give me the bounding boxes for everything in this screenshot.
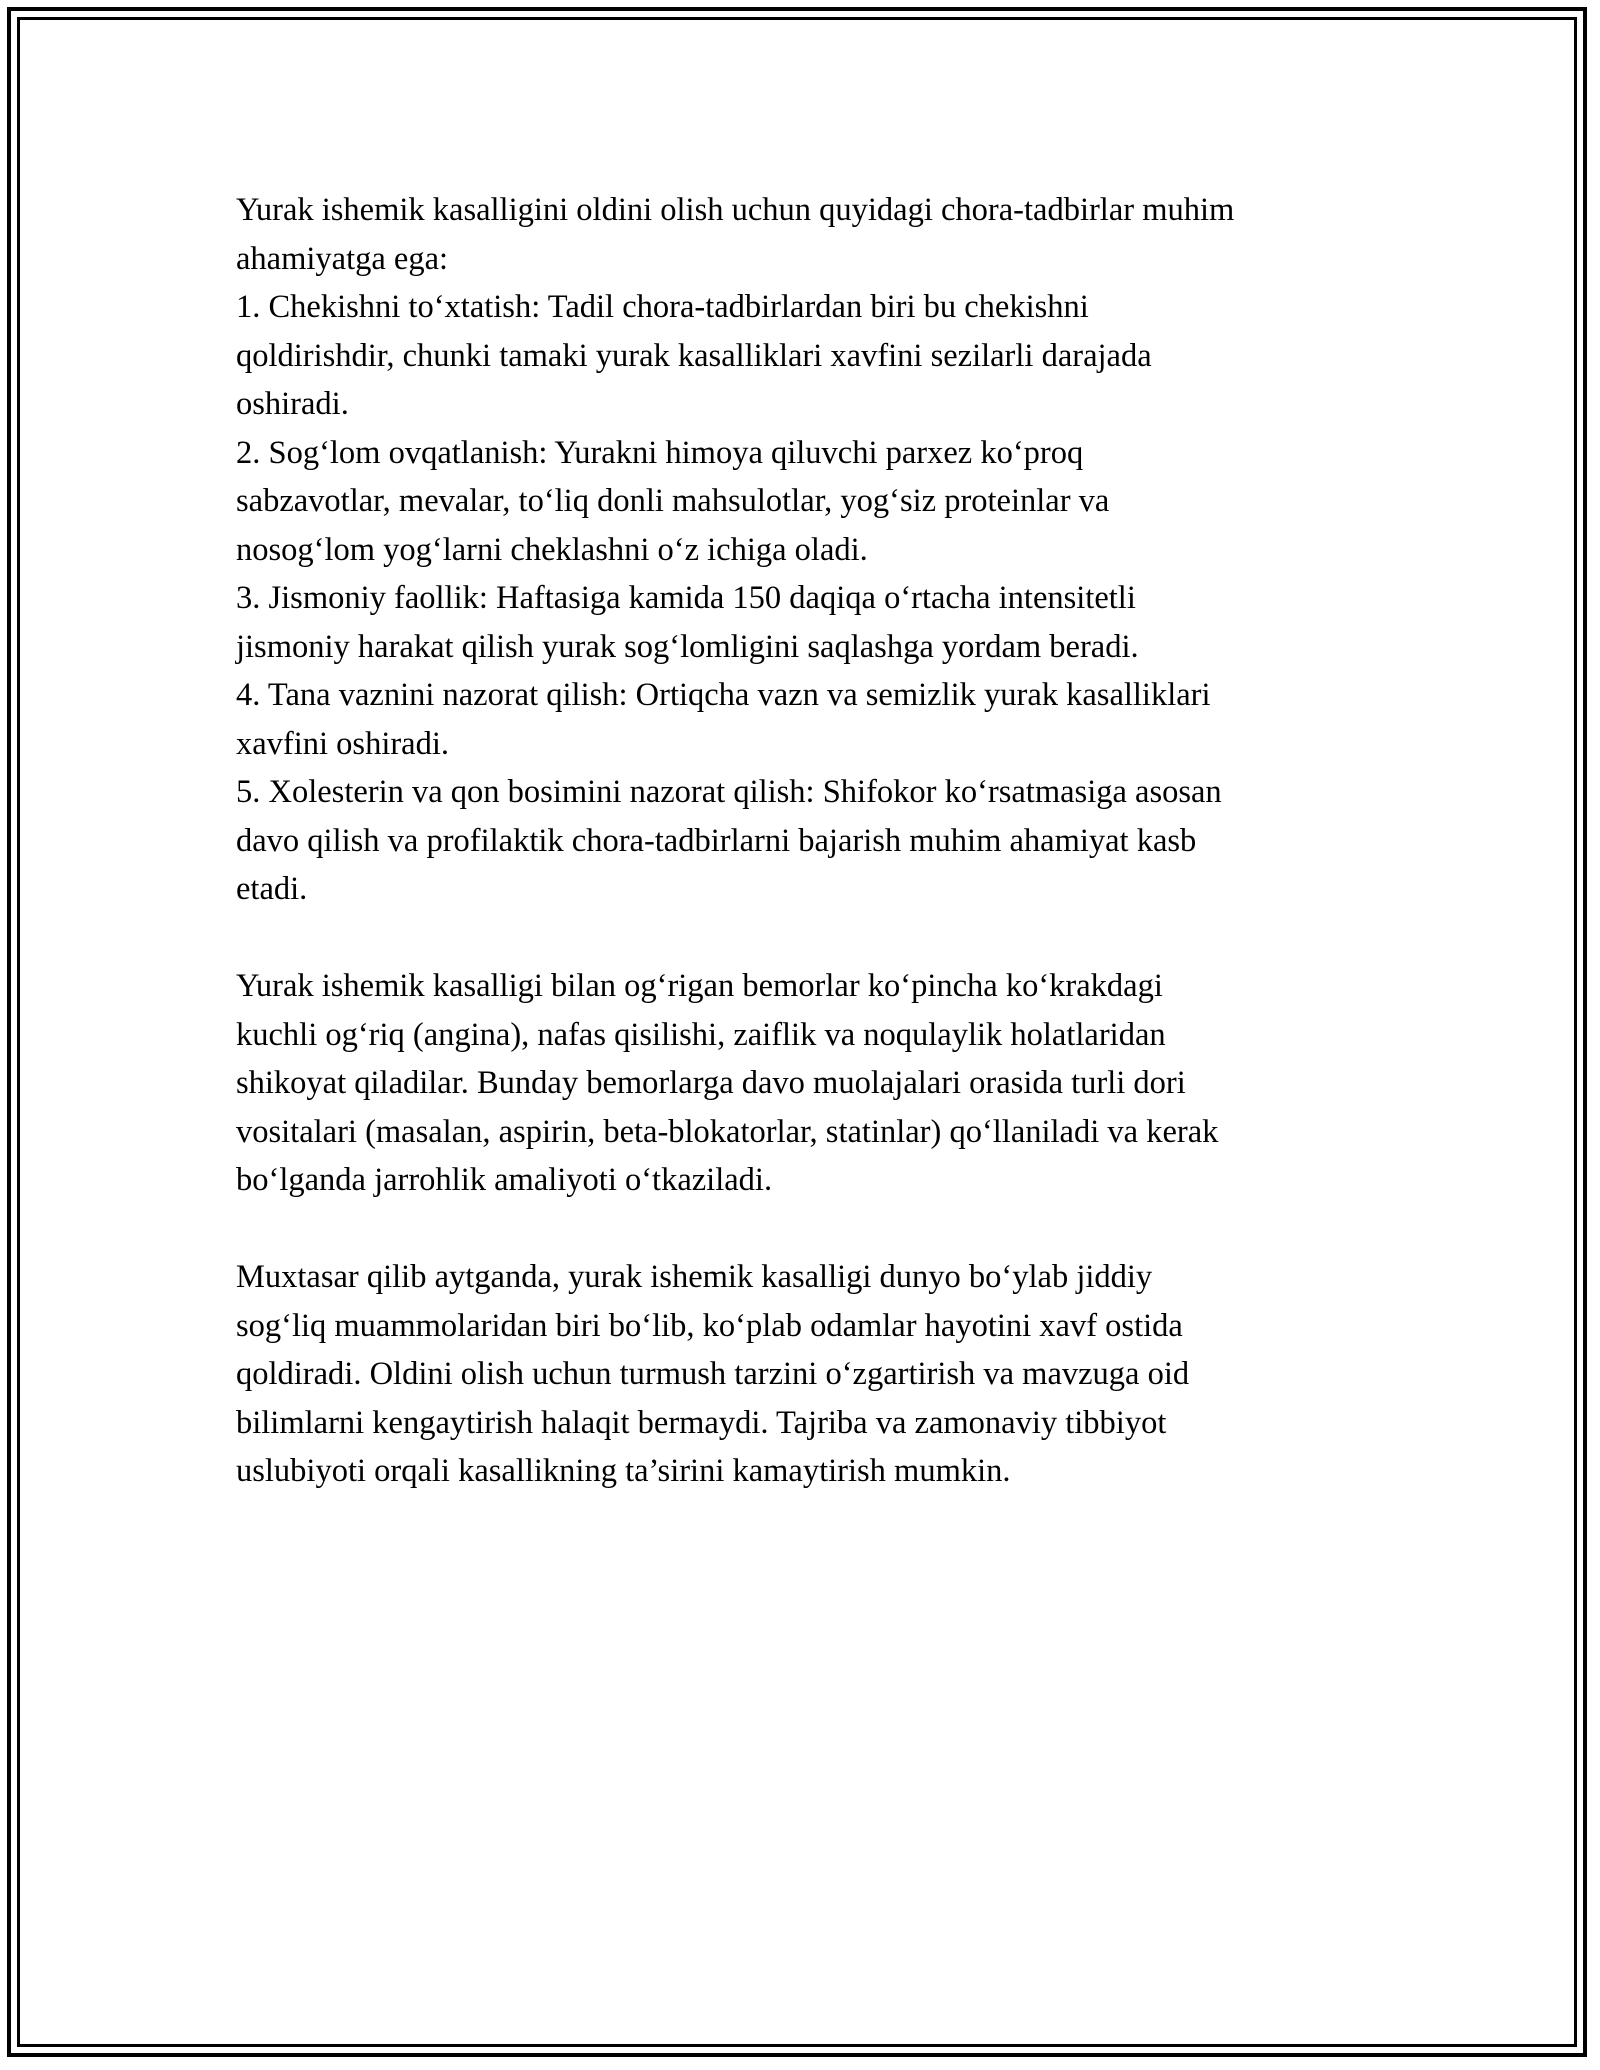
text-line: etadi. xyxy=(236,871,308,907)
text-line: 5. Xolesterin va qon bosimini nazorat qilish: Shifokor ko‘rsatmasiga asosan xyxy=(236,774,1222,810)
text-line: oshiradi. xyxy=(236,386,349,422)
text-line: shikoyat qiladilar. Bunday bemorlarga davo muolajalari orasida turli dori xyxy=(236,1065,1186,1101)
text-line: bo‘lganda jarrohlik amaliyoti o‘tkaziladi. xyxy=(236,1162,773,1198)
paragraph-symptoms-treatment xyxy=(236,962,1376,1205)
text-line: qoldiradi. Oldini olish uchun turmush tarzini o‘zgartirish va mavzuga oid xyxy=(236,1356,1190,1392)
paragraph-conclusion xyxy=(236,1253,1376,1496)
text-line: davo qilish va profilaktik chora-tadbirlarni bajarish muhim ahamiyat kasb xyxy=(236,822,1197,859)
text-line: vositalari (masalan, aspirin, beta-blokatorlar, statinlar) qo‘llaniladi va kerak xyxy=(236,1113,1219,1150)
document-body xyxy=(236,186,1376,1496)
text-line: bilimlarni kengaytirish halaqit bermaydi. Tajriba va zamonaviy tibbiyot xyxy=(236,1404,1167,1441)
text-line: 1. Chekishni to‘xtatish: Tadil chora-tadbirlardan biri bu chekishni xyxy=(236,289,1089,325)
text-line: nosog‘lom yog‘larni cheklashni o‘z ichiga oladi. xyxy=(236,531,868,568)
text-line: jismoniy harakat qilish yurak sog‘lomligini saqlashga yordam beradi. xyxy=(236,628,1139,665)
text-line: 2. Sog‘lom ovqatlanish: Yurakni himoya qiluvchi parxez ko‘proq xyxy=(236,434,1084,471)
text-line: uslubiyoti orqali kasallikning ta’sirini kamaytirish mumkin. xyxy=(236,1453,1011,1489)
text-line: sog‘liq muammolaridan biri bo‘lib, ko‘plab odamlar hayotini xavf ostida xyxy=(236,1307,1183,1344)
text-line: kuchli og‘riq (angina), nafas qisilishi, zaiflik va noqulaylik holatlaridan xyxy=(236,1016,1166,1053)
text-line: Muxtasar qilib aytganda, yurak ishemik kasalligi dunyo bo‘ylab jiddiy xyxy=(236,1259,1153,1295)
text-line: 4. Tana vaznini nazorat qilish: Ortiqcha vazn va semizlik yurak kasalliklari xyxy=(236,677,1211,713)
text-line: Yurak ishemik kasalligi bilan og‘rigan bemorlar ko‘pincha ko‘krakdagi xyxy=(236,968,1163,1004)
paragraph-prevention xyxy=(236,186,1376,914)
text-line: xavfini oshiradi. xyxy=(236,725,450,762)
text-line: ahamiyatga ega: xyxy=(236,240,449,277)
text-line: qoldirishdir, chunki tamaki yurak kasalliklari xavfini sezilarli darajada xyxy=(236,337,1152,374)
text-line: Yurak ishemik kasalligini oldini olish uchun quyidagi chora-tadbirlar muhim xyxy=(236,192,1235,228)
text-line: sabzavotlar, mevalar, to‘liq donli mahsulotlar, yog‘siz proteinlar va xyxy=(236,483,1110,519)
text-line: 3. Jismoniy faollik: Haftasiga kamida 150 daqiqa o‘rtacha intensitetli xyxy=(236,580,1136,616)
